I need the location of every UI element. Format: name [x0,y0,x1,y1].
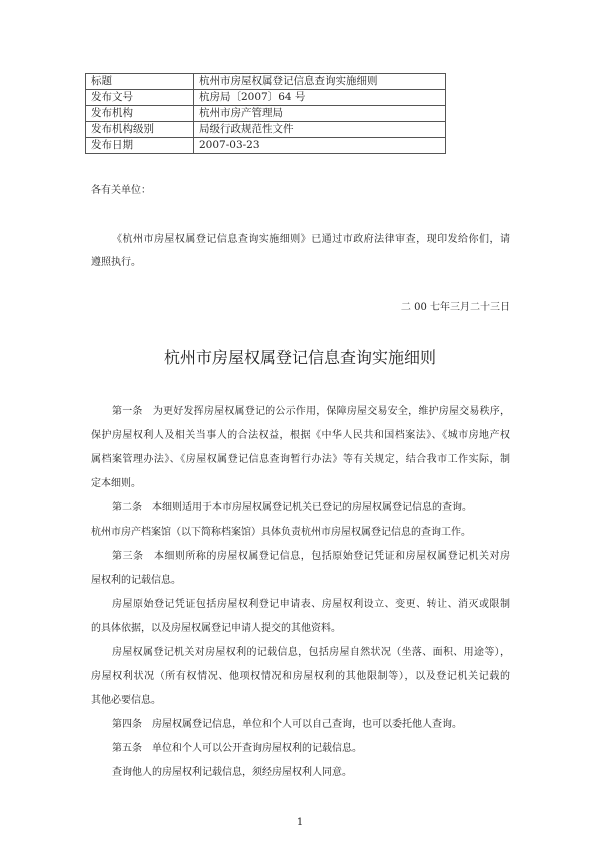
body-line: 查询他人的房屋权利记载信息，须经房屋权利人同意。 [112,767,352,778]
info-value: 2007-03-23 [194,138,446,154]
table-row [86,90,446,106]
issue-date: 二 00 七年三月二十三日 [400,302,510,313]
body-line: 第三条 本细则所称的房屋权属登记信息，包括原始登记凭证和房屋权属登记机关对房 [112,551,510,562]
info-value: 杭州市房屋权属登记信息查询实施细则 [194,74,446,90]
body-line: 屋权利的记载信息。 [91,575,181,586]
table-row [86,74,446,90]
page-number: 1 [296,817,304,828]
info-label: 发布机构 [86,106,194,122]
document-info-table [85,73,446,154]
info-label: 发布机构级别 [86,122,194,138]
info-label: 发布日期 [86,138,194,154]
body-line: 其他必要信息。 [91,695,161,706]
info-value: 杭州市房产管理局 [194,106,446,122]
body-line: 第四条 房屋权属登记信息，单位和个人可以自己查询，也可以委托他人查询。 [112,719,462,730]
body-line: 保护房屋权利人及相关当事人的合法权益，根据《中华人民共和国档案法》、《城市房地产权 [91,430,510,441]
body-line: 第五条 单位和个人可以公开查询房屋权利的记载信息。 [112,743,362,754]
table-row [86,106,446,122]
body-line: 属档案管理办法》、《房屋权属登记信息查询暂行办法》等有关规定，结合我市工作实际，制 [91,454,510,465]
table-row [86,138,446,154]
body-line: 第二条 本细则适用于本市房屋权属登记机关已登记的房屋权属登记信息的查询。 [112,502,472,513]
body-line: 房屋权利状况（所有权情况、他项权情况和房屋权利的其他限制等），以及登记机关记载的 [91,671,510,682]
table-row [86,122,446,138]
notice-line: 《杭州市房屋权属登记信息查询实施细则》已通过市政府法律审查，现印发给你们，请 [112,234,510,245]
body-line: 第一条 为更好发挥房屋权属登记的公示作用，保障房屋交易安全，维护房屋交易秩序， [112,406,510,417]
document-title: 杭州市房屋权属登记信息查询实施细则 [163,348,436,367]
body-line: 房屋权属登记机关对房屋权利的记载信息，包括房屋自然状况（坐落、面积、用途等）， [112,647,510,658]
body-line: 房屋原始登记凭证包括房屋权利登记申请表、房屋权利设立、变更、转让、消灭或限制 [112,599,510,610]
info-value: 杭房局〔2007〕64 号 [194,90,446,106]
info-value: 局级行政规范性文件 [194,122,446,138]
notice-line: 遵照执行。 [91,257,141,268]
body-line: 杭州市房产档案馆（以下简称档案馆）具体负责杭州市房屋权属登记信息的查询工作。 [91,527,471,538]
info-label: 标题 [86,74,194,90]
salutation: 各有关单位： [91,185,151,196]
body-line: 的具体依据，以及房屋权属登记申请人提交的其他资料。 [91,623,341,634]
body-line: 定本细则。 [91,478,141,489]
info-label: 发布文号 [86,90,194,106]
